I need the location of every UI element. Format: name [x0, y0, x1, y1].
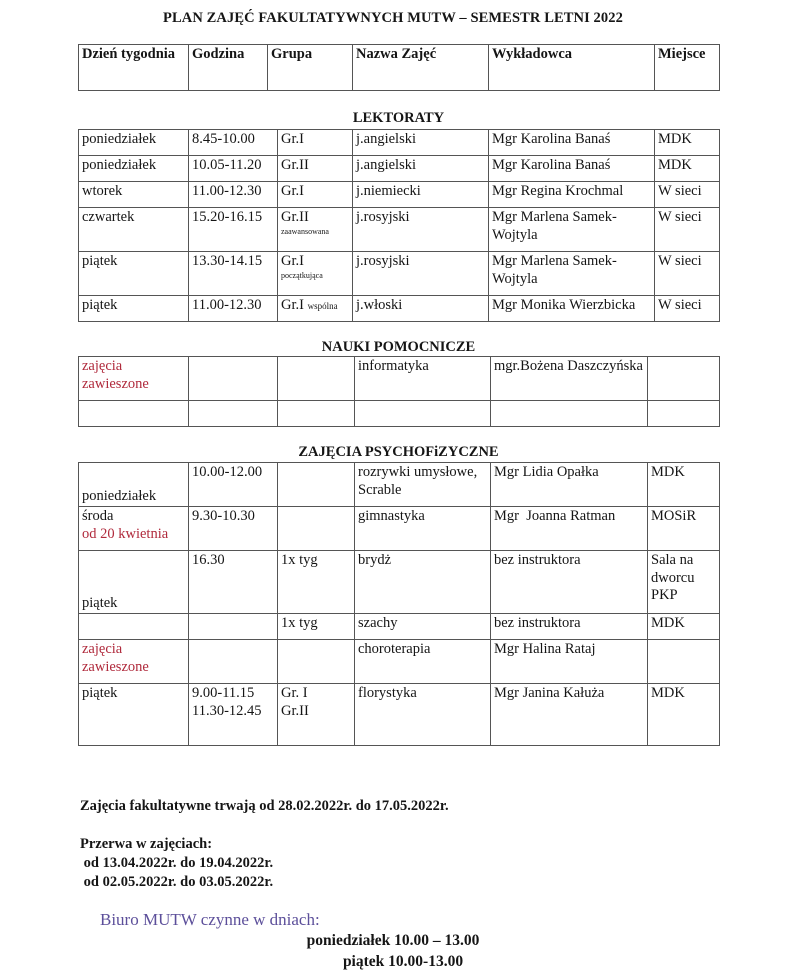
section-title-nauki: NAUKI POMOCNICZE — [321, 339, 476, 355]
day-cell: piątek — [79, 684, 189, 746]
time-cell — [189, 357, 278, 401]
table-row — [79, 296, 720, 322]
place-cell: MOSiR — [648, 507, 720, 551]
group-cell: Gr.I — [278, 182, 353, 208]
name-cell: j.angielski — [353, 130, 489, 156]
group-label: Gr.I — [281, 253, 304, 269]
day-cell: poniedziałek — [79, 463, 189, 507]
table-row — [79, 130, 720, 156]
time-cell — [189, 614, 278, 640]
time-cell: 11.00-12.30 — [189, 182, 278, 208]
lecturer-cell: Mgr Janina Kałuża — [491, 684, 648, 746]
name-cell: florystyka — [355, 684, 491, 746]
time-cell: 16.30 — [189, 551, 278, 614]
table-row — [79, 156, 720, 182]
lecturer-cell: Mgr Lidia Opałka — [491, 463, 648, 507]
group-cell — [278, 296, 353, 322]
header-table — [78, 44, 720, 91]
name-cell: brydż — [355, 551, 491, 614]
section-title-lektoraty: LEKTORATY — [352, 110, 445, 126]
lecturer-cell: Mgr Karolina Banaś — [489, 156, 655, 182]
group-cell — [278, 640, 355, 684]
table-row — [79, 401, 720, 427]
break-period-2: od 02.05.2022r. do 03.05.2022r. — [80, 874, 274, 890]
group-note: wspólna — [307, 301, 338, 311]
day-cell — [79, 507, 189, 551]
group-cell — [278, 252, 353, 296]
time-label: 9.00-11.15 — [192, 685, 255, 701]
day-label: środa — [82, 508, 114, 524]
header-group: Grupa — [268, 45, 353, 91]
section-title-psycho: ZAJĘCIA PSYCHOFiZYCZNE — [298, 444, 499, 460]
place-cell: W sieci — [655, 296, 720, 322]
place-cell: MDK — [655, 156, 720, 182]
day-cell: zajęcia zawieszone — [79, 640, 189, 684]
header-lecturer: Wykładowca — [489, 45, 655, 91]
header-day: Dzień tygodnia — [79, 45, 189, 91]
group-cell — [278, 208, 353, 252]
group-label: Gr.II — [281, 209, 309, 225]
table-row — [79, 357, 720, 401]
time-cell — [189, 684, 278, 746]
day-cell: piątek — [79, 551, 189, 614]
group-cell: 1x tyg — [278, 551, 355, 614]
group-note: początkująca — [281, 270, 323, 280]
place-cell: W sieci — [655, 208, 720, 252]
time-label-2: 11.30-12.45 — [192, 702, 262, 719]
day-cell: piątek — [79, 296, 189, 322]
time-cell: 11.00-12.30 — [189, 296, 278, 322]
time-cell: 9.30-10.30 — [189, 507, 278, 551]
day-cell: wtorek — [79, 182, 189, 208]
group-cell: 1x tyg — [278, 614, 355, 640]
table-row — [79, 463, 720, 507]
break-title: Przerwa w zajęciach: — [80, 836, 213, 852]
day-cell — [79, 614, 189, 640]
time-cell: 10.00-12.00 — [189, 463, 278, 507]
office-title: Biuro MUTW czynne w dniach: — [100, 910, 320, 929]
table-row — [79, 208, 720, 252]
empty-cell — [278, 401, 355, 427]
office-hours-1: poniedziałek 10.00 – 13.00 — [306, 932, 480, 949]
empty-cell — [648, 401, 720, 427]
psycho-table — [78, 462, 720, 746]
table-row — [79, 614, 720, 640]
table-row — [79, 551, 720, 614]
nauki-table — [78, 356, 720, 427]
lecturer-cell: Mgr Monika Wierzbicka — [489, 296, 655, 322]
lecturer-cell: bez instruktora — [491, 614, 648, 640]
name-cell: szachy — [355, 614, 491, 640]
table-row — [79, 684, 720, 746]
lecturer-cell: Mgr Karolina Banaś — [489, 130, 655, 156]
name-cell: choroterapia — [355, 640, 491, 684]
day-note: od 20 kwietnia — [82, 525, 169, 542]
group-note: zaawansowana — [281, 226, 329, 236]
place-cell — [648, 640, 720, 684]
place-cell: W sieci — [655, 182, 720, 208]
day-cell: czwartek — [79, 208, 189, 252]
table-row — [79, 252, 720, 296]
name-cell: j.rosyjski — [353, 208, 489, 252]
empty-cell — [491, 401, 648, 427]
header-place: Miejsce — [655, 45, 720, 91]
name-cell: rozrywki umysłowe, Scrable — [355, 463, 491, 507]
day-cell: zajęcia zawieszone — [79, 357, 189, 401]
header-time: Godzina — [189, 45, 268, 91]
group-label: Gr. I — [281, 685, 308, 701]
table-row — [79, 182, 720, 208]
group-cell: Gr.II — [278, 156, 353, 182]
group-cell — [278, 357, 355, 401]
day-cell: poniedziałek — [79, 156, 189, 182]
lecturer-cell: Mgr Joanna Ratman — [491, 507, 648, 551]
day-cell: piątek — [79, 252, 189, 296]
place-cell — [648, 357, 720, 401]
time-cell: 13.30-14.15 — [189, 252, 278, 296]
group-cell — [278, 463, 355, 507]
lecturer-cell: bez instruktora — [491, 551, 648, 614]
header-name: Nazwa Zajęć — [353, 45, 489, 91]
group-cell: Gr.I — [278, 130, 353, 156]
table-row — [79, 507, 720, 551]
group-cell — [278, 507, 355, 551]
break-period-1: od 13.04.2022r. do 19.04.2022r. — [80, 855, 274, 871]
lecturer-cell: mgr.Bożena Daszczyńska — [491, 357, 648, 401]
name-cell: j.rosyjski — [353, 252, 489, 296]
place-cell: MDK — [648, 463, 720, 507]
group-label-2: Gr.II — [281, 702, 309, 719]
time-cell: 10.05-11.20 — [189, 156, 278, 182]
empty-cell — [355, 401, 491, 427]
group-cell — [278, 684, 355, 746]
time-cell: 8.45-10.00 — [189, 130, 278, 156]
time-cell — [189, 640, 278, 684]
name-cell: j.włoski — [353, 296, 489, 322]
name-cell: j.niemiecki — [353, 182, 489, 208]
lecturer-cell: Mgr Marlena Samek-Wojtyla — [489, 252, 655, 296]
time-cell: 15.20-16.15 — [189, 208, 278, 252]
place-cell: Sala na dworcu PKP — [648, 551, 720, 614]
lecturer-cell: Mgr Halina Rataj — [491, 640, 648, 684]
place-cell: MDK — [655, 130, 720, 156]
lektoraty-table — [78, 129, 720, 322]
group-label: Gr.I — [281, 297, 304, 313]
place-cell: MDK — [648, 684, 720, 746]
table-row — [79, 640, 720, 684]
duration-note: Zajęcia fakultatywne trwają od 28.02.2022r. do 17.05.2022r. — [80, 798, 449, 814]
lecturer-cell: Mgr Regina Krochmal — [489, 182, 655, 208]
name-cell: gimnastyka — [355, 507, 491, 551]
day-cell: poniedziałek — [79, 130, 189, 156]
lecturer-cell: Mgr Marlena Samek-Wojtyla — [489, 208, 655, 252]
office-hours-2: piątek 10.00-13.00 — [342, 953, 464, 970]
page-title: PLAN ZAJĘĆ FAKULTATYWNYCH MUTW – SEMESTR LETNI 2022 — [163, 10, 623, 26]
empty-cell — [189, 401, 278, 427]
name-cell: j.angielski — [353, 156, 489, 182]
place-cell: W sieci — [655, 252, 720, 296]
name-cell: informatyka — [355, 357, 491, 401]
empty-cell — [79, 401, 189, 427]
place-cell: MDK — [648, 614, 720, 640]
